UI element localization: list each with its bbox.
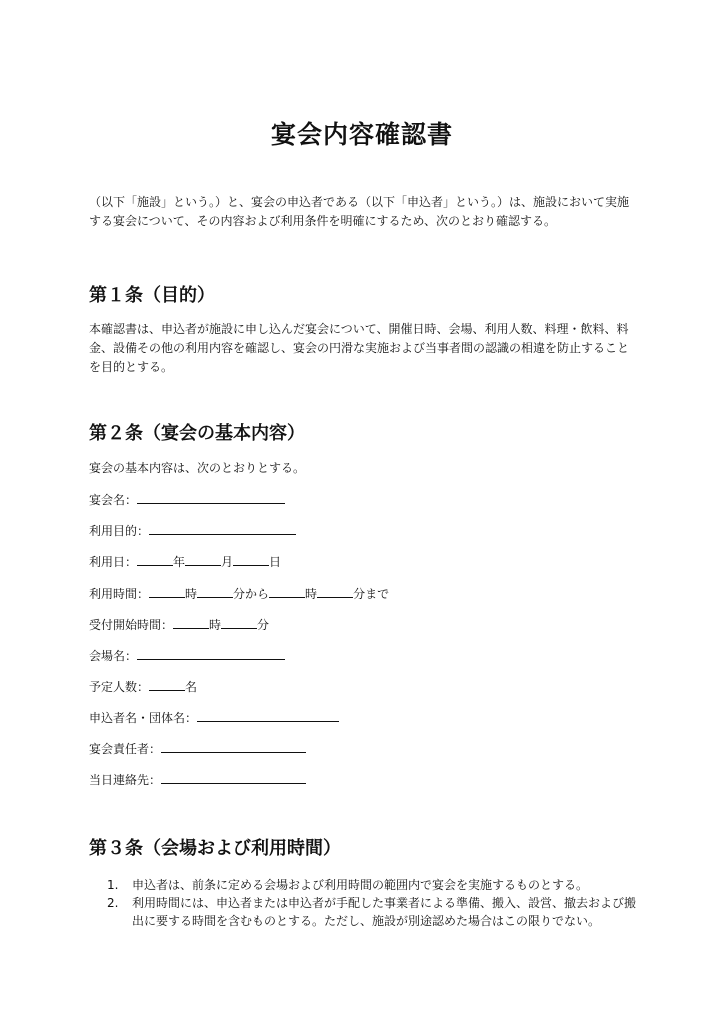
list-item-text: 利用時間には、申込者または申込者が手配した事業者による準備、搬入、設営、撤去および搬出に要する時間を含むものとする。ただし、施設が別途認めた場合はこの限りでない。	[132, 896, 637, 928]
field-contact-label: 当日連絡先：	[89, 773, 162, 787]
list-item	[107, 894, 637, 930]
purpose-blank[interactable]	[149, 521, 296, 535]
field-applicant	[89, 708, 339, 727]
list-item-text: 申込者は、前条に定める会場および利用時間の範囲内で宴会を実施するものとする。	[132, 878, 589, 892]
field-guests	[89, 677, 197, 696]
date-month-unit: 月	[221, 555, 234, 569]
field-venue-label: 会場名：	[89, 649, 138, 663]
list-item-marker: 2.	[107, 896, 119, 910]
article-3-heading: 第３条（会場および利用時間）	[89, 838, 341, 859]
time-to-hour-blank[interactable]	[269, 584, 305, 598]
article-2-intro: 宴会の基本内容は、次のとおりとする。	[89, 461, 306, 475]
field-guests-label: 予定人数：	[89, 680, 150, 694]
applicant-blank[interactable]	[197, 708, 339, 722]
date-year-unit: 年	[173, 555, 186, 569]
time-from-hour-blank[interactable]	[149, 584, 185, 598]
date-month-blank[interactable]	[185, 552, 221, 566]
venue-blank[interactable]	[137, 646, 285, 660]
manager-blank[interactable]	[161, 739, 306, 753]
field-contact	[89, 770, 306, 789]
guests-blank[interactable]	[149, 677, 185, 691]
date-day-blank[interactable]	[233, 552, 269, 566]
field-purpose-label: 利用目的：	[89, 524, 150, 538]
field-reception-label: 受付開始時間：	[89, 618, 174, 632]
time-from-hour-unit: 時	[185, 587, 198, 601]
article-1-heading: 第１条（目的）	[89, 285, 215, 306]
time-from-min-unit: 分から	[233, 587, 270, 601]
time-to-min-unit: 分まで	[353, 587, 390, 601]
reception-min-blank[interactable]	[221, 615, 257, 629]
guests-unit: 名	[185, 680, 198, 694]
article-1-body: 本確認書は、申込者が施設に申し込んだ宴会について、開催日時、会場、利用人数、料理・飲料、料金、設備その他の利用内容を確認し、宴会の円滑な実施および当事者間の認識の相違を防止することを目的とする。	[89, 322, 630, 374]
field-event-name-label: 宴会名：	[89, 493, 138, 507]
intro-paragraph: （以下「施設」という。）と、宴会の申込者である（以下「申込者」という。）は、施設において実施する宴会について、その内容および利用条件を明確にするため、次のとおり確認する。	[89, 195, 630, 228]
list-item	[107, 876, 637, 894]
reception-min-unit: 分	[257, 618, 270, 632]
article-2-heading: 第２条（宴会の基本内容）	[89, 423, 305, 444]
reception-hour-unit: 時	[209, 618, 222, 632]
field-manager	[89, 739, 306, 758]
field-date	[89, 552, 281, 571]
field-manager-label: 宴会責任者：	[89, 742, 162, 756]
time-from-min-blank[interactable]	[197, 584, 233, 598]
article-3-list	[107, 876, 637, 930]
document-title: 宴会内容確認書	[270, 120, 453, 149]
field-time-label: 利用時間：	[89, 587, 150, 601]
field-event-name	[89, 490, 285, 509]
date-day-unit: 日	[269, 555, 282, 569]
field-venue	[89, 646, 285, 665]
list-item-marker: 1.	[107, 878, 119, 892]
field-applicant-label: 申込者名・団体名：	[89, 711, 198, 725]
field-purpose	[89, 521, 296, 540]
date-year-blank[interactable]	[137, 552, 173, 566]
reception-hour-blank[interactable]	[173, 615, 209, 629]
field-date-label: 利用日：	[89, 555, 138, 569]
time-to-min-blank[interactable]	[317, 584, 353, 598]
field-reception	[89, 615, 269, 634]
event-name-blank[interactable]	[137, 490, 285, 504]
time-to-hour-unit: 時	[305, 587, 318, 601]
contact-blank[interactable]	[161, 770, 306, 784]
field-time	[89, 584, 389, 603]
